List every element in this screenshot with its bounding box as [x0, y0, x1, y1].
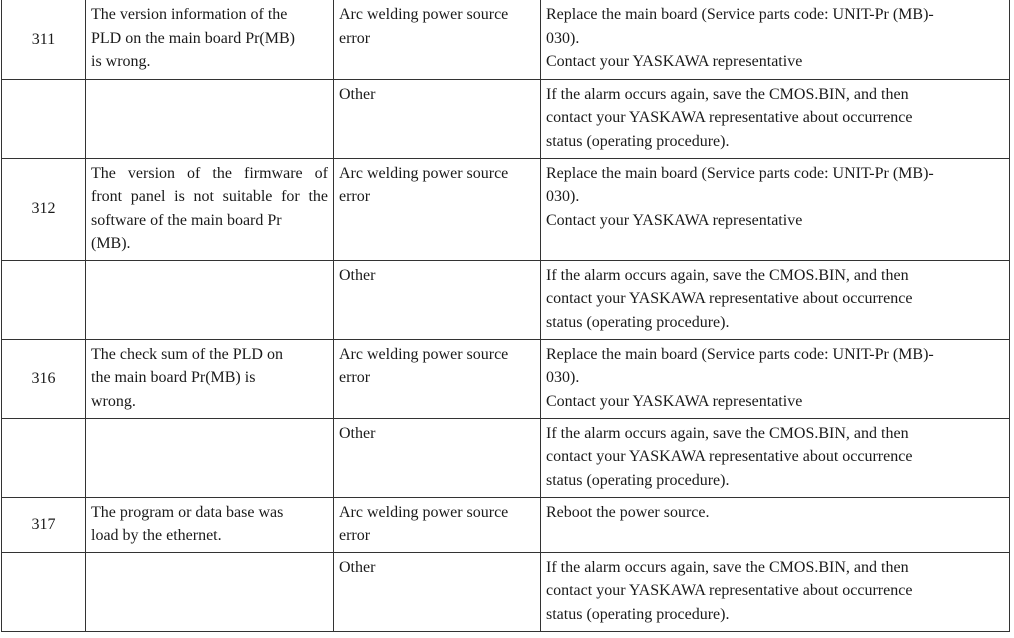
alarm-code: 311 — [31, 30, 56, 48]
cause-cell — [334, 79, 541, 158]
remedy-line: 030). — [546, 369, 580, 386]
remedy-line: Contact your YASKAWA representative — [546, 392, 803, 410]
remedy-line: status (operating procedure). — [546, 313, 730, 331]
remedy-line: If the alarm occurs again, save the CMOS.BIN, and then — [546, 266, 909, 284]
alarm-description-line: PLD on the main board Pr(MB) — [91, 29, 295, 47]
alarm-code: 312 — [31, 200, 56, 218]
alarm-description-cell — [86, 0, 334, 79]
alarm-code-cell — [2, 497, 86, 552]
remedy-line: Contact your YASKAWA representative — [546, 53, 803, 70]
alarm-description-line: (MB). — [91, 235, 131, 252]
alarm-code-cell — [2, 418, 86, 497]
cause-cell — [334, 0, 541, 79]
alarm-code-cell — [2, 158, 86, 260]
remedy-line: contact your YASKAWA representative about occurrence — [546, 448, 913, 465]
cause-cell — [334, 158, 541, 260]
alarm-description-cell — [86, 552, 334, 631]
cause-cell — [334, 497, 541, 552]
alarm-description-line: The program or data base was — [91, 503, 284, 521]
remedy-line: status (operating procedure). — [546, 471, 730, 489]
alarm-description-line: is wrong. — [91, 53, 151, 70]
alarm-code-cell — [2, 339, 86, 418]
cause-line: Arc welding power source — [339, 6, 509, 23]
cause-cell — [334, 418, 541, 497]
alarm-description-cell — [86, 158, 334, 260]
cause-line: error — [339, 527, 371, 544]
remedy-line: If the alarm occurs again, save the CMOS.BIN, and then — [546, 558, 909, 576]
cause-line: Arc welding power source — [339, 503, 509, 521]
alarm-description-cell — [86, 418, 334, 497]
remedy-line: status (operating procedure). — [546, 605, 730, 623]
alarm-description-line: front panel is not suitable for the — [91, 188, 328, 205]
cause-line: Other — [339, 266, 376, 284]
cause-cell — [334, 552, 541, 631]
alarm-row — [2, 0, 1010, 79]
remedy-line: Replace the main board (Service parts code: UNIT-Pr (MB)- — [546, 164, 934, 182]
alarm-description-cell — [86, 260, 334, 339]
alarm-subrow — [2, 260, 1010, 339]
cause-cell — [334, 339, 541, 418]
remedy-cell — [541, 79, 1010, 158]
remedy-cell — [541, 552, 1010, 631]
alarm-row — [2, 497, 1010, 552]
remedy-cell — [541, 497, 1010, 552]
alarm-code-cell — [2, 260, 86, 339]
alarm-code: 317 — [31, 515, 56, 533]
cause-line: error — [339, 188, 371, 205]
alarm-row — [2, 158, 1010, 260]
alarm-code-cell — [2, 0, 86, 79]
remedy-line: Reboot the power source. — [546, 503, 710, 521]
alarm-subrow — [2, 418, 1010, 497]
remedy-line: 030). — [546, 29, 580, 47]
remedy-line: contact your YASKAWA representative about occurrence — [546, 290, 913, 307]
remedy-line: contact your YASKAWA representative about occurrence — [546, 582, 913, 599]
alarm-description-cell — [86, 339, 334, 418]
remedy-cell — [541, 339, 1010, 418]
alarm-subrow — [2, 79, 1010, 158]
remedy-line: Replace the main board (Service parts code: UNIT-Pr (MB)- — [546, 345, 934, 363]
alarm-description-line: load by the ethernet. — [91, 527, 222, 544]
alarm-subrow — [2, 552, 1010, 631]
remedy-cell — [541, 418, 1010, 497]
cause-line: error — [339, 369, 371, 386]
alarm-description-line: software of the main board Pr — [91, 211, 282, 229]
alarm-code-cell — [2, 552, 86, 631]
cause-line: Arc welding power source — [339, 345, 509, 363]
cause-cell — [334, 260, 541, 339]
alarm-code: 316 — [31, 369, 56, 387]
alarm-description-cell — [86, 497, 334, 552]
alarm-table-body — [2, 0, 1010, 631]
cause-line: Other — [339, 85, 376, 103]
alarm-code-cell — [2, 79, 86, 158]
alarm-description-line: the main board Pr(MB) is — [91, 369, 256, 386]
remedy-line: If the alarm occurs again, save the CMOS.BIN, and then — [546, 424, 909, 442]
remedy-line: Replace the main board (Service parts code: UNIT-Pr (MB)- — [546, 6, 934, 23]
remedy-cell — [541, 158, 1010, 260]
alarm-description-cell — [86, 79, 334, 158]
alarm-table — [1, 0, 1010, 632]
remedy-cell — [541, 0, 1010, 79]
cause-line: Arc welding power source — [339, 164, 509, 182]
alarm-description-line: The version information of the — [91, 6, 288, 23]
alarm-row — [2, 339, 1010, 418]
cause-line: error — [339, 29, 371, 47]
remedy-line: contact your YASKAWA representative about occurrence — [546, 109, 913, 126]
remedy-line: Contact your YASKAWA representative — [546, 211, 803, 229]
alarm-description-line: The check sum of the PLD on — [91, 345, 283, 363]
remedy-cell — [541, 260, 1010, 339]
remedy-line: status (operating procedure). — [546, 132, 730, 150]
remedy-line: If the alarm occurs again, save the CMOS.BIN, and then — [546, 85, 909, 103]
alarm-description-line: wrong. — [91, 392, 136, 410]
alarm-description-line: The version of the firmware of — [91, 164, 328, 182]
remedy-line: 030). — [546, 188, 580, 205]
cause-line: Other — [339, 558, 376, 576]
cause-line: Other — [339, 424, 376, 442]
